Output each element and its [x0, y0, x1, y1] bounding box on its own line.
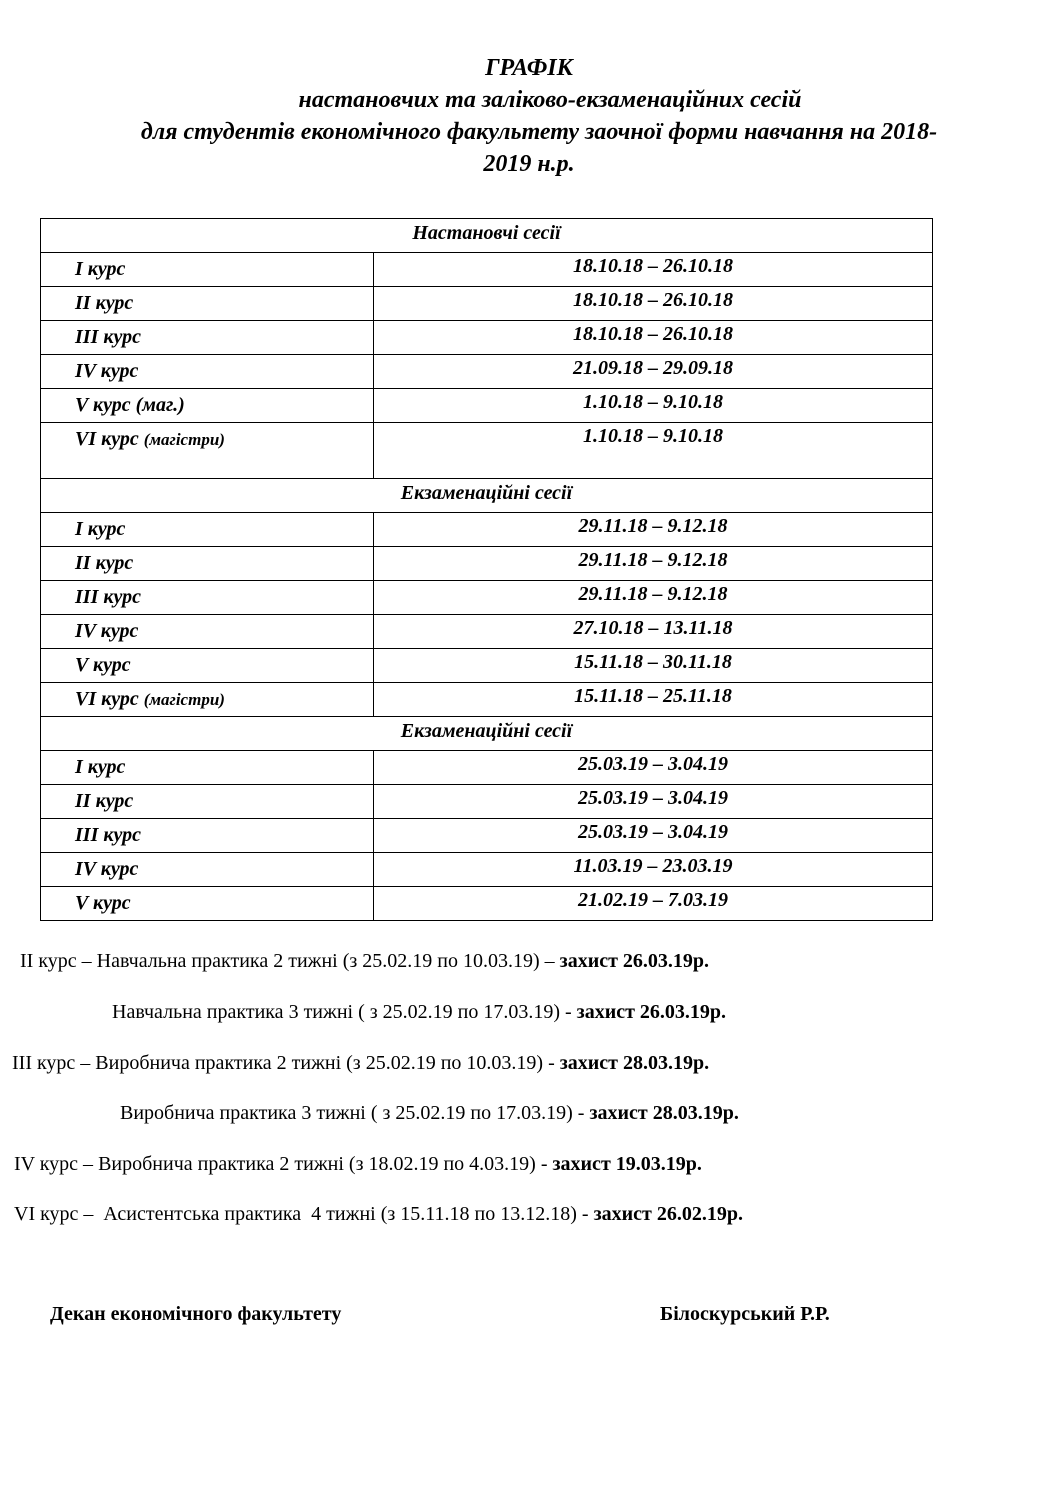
practice-defense: захист 19.03.19р. [552, 1153, 702, 1175]
practice-defense: захист 28.03.19р. [559, 1052, 710, 1074]
dates-cell: 11.03.19 – 23.03.19 [374, 853, 933, 887]
session-schedule-table [40, 218, 933, 921]
section-heading-row [41, 219, 933, 253]
dates-cell: 27.10.18 – 13.11.18 [374, 615, 933, 649]
dates-cell: 25.03.19 – 3.04.19 [374, 785, 933, 819]
practice-line [14, 1153, 702, 1176]
dates-cell: 18.10.18 – 26.10.18 [374, 287, 933, 321]
title-line-3: 2019 н.р. [483, 151, 575, 177]
practice-text: Навчальна практика 2 тижні (з 25.02.19 по 10.03.19) – [96, 950, 560, 972]
practice-text: Навчальна практика 3 тижні ( з 25.02.19 по 17.03.19) - [112, 1001, 577, 1023]
section-heading-row [41, 479, 933, 513]
dates-cell: 15.11.18 – 25.11.18 [374, 683, 933, 717]
table-row [41, 853, 933, 887]
practice-text: Виробнича практика 2 тижні (з 25.02.19 по 10.03.19) - [95, 1052, 560, 1074]
table-row [41, 321, 933, 355]
dates-cell: 25.03.19 – 3.04.19 [374, 819, 933, 853]
course-cell: ІV курс [41, 853, 374, 887]
dates-cell: 1.10.18 – 9.10.18 [374, 423, 933, 479]
table-row [41, 253, 933, 287]
practice-text: Виробнича практика 3 тижні ( з 25.02.19 по 17.03.19) - [120, 1102, 590, 1124]
table-row [41, 423, 933, 479]
course-note: (магістри) [143, 690, 225, 709]
title-main: ГРАФІК [485, 55, 573, 81]
signature-position: Декан економічного факультету [50, 1303, 342, 1325]
dates-cell: 25.03.19 – 3.04.19 [374, 751, 933, 785]
practice-defense: захист 26.03.19р. [576, 1001, 727, 1023]
course-cell: ІІ курс [41, 785, 374, 819]
section-heading-row [41, 717, 933, 751]
practice-line [14, 1203, 743, 1226]
practice-defense: захист 26.03.19р. [559, 950, 710, 972]
table-row [41, 649, 933, 683]
table-row [41, 513, 933, 547]
dates-cell: 29.11.18 – 9.12.18 [374, 547, 933, 581]
course-cell: І курс [41, 751, 374, 785]
dates-cell: 29.11.18 – 9.12.18 [374, 513, 933, 547]
table-row [41, 547, 933, 581]
practice-text: Виробнича практика 2 тижні (з 18.02.19 по 4.03.19) - [98, 1153, 553, 1175]
table-row [41, 287, 933, 321]
course-cell: V курс [41, 887, 374, 921]
title-line-2: для студентів економічного факультету заочної форми навчання на 2018- [140, 119, 938, 145]
course-cell [41, 423, 374, 479]
table-row [41, 615, 933, 649]
table-row [41, 355, 933, 389]
course-cell: ІІ курс [41, 547, 374, 581]
course-label: VІ курс [75, 428, 139, 450]
practice-line [20, 950, 709, 973]
course-cell: ІV курс [41, 615, 374, 649]
dates-cell: 21.02.19 – 7.03.19 [374, 887, 933, 921]
practice-defense: захист 28.03.19р. [589, 1102, 739, 1124]
table-row [41, 819, 933, 853]
table-row [41, 785, 933, 819]
dates-cell: 21.09.18 – 29.09.18 [374, 355, 933, 389]
section-heading: Екзаменаційні сесії [41, 479, 933, 513]
practice-prefix: ІV курс – [14, 1153, 99, 1175]
table-row [41, 887, 933, 921]
dates-cell: 18.10.18 – 26.10.18 [374, 321, 933, 355]
section-heading: Настановчі сесії [41, 219, 933, 253]
practice-line [112, 1001, 726, 1024]
practice-defense: захист 26.02.19р. [593, 1203, 743, 1225]
practice-text: Асистентська практика 4 тижні (з 15.11.18 по 13.12.18) - [103, 1203, 594, 1225]
practice-prefix: ІІІ курс – [12, 1052, 96, 1074]
course-label: VІ курс [75, 688, 139, 710]
practice-prefix: VІ курс – [14, 1203, 104, 1225]
dates-cell: 29.11.18 – 9.12.18 [374, 581, 933, 615]
course-cell: І курс [41, 513, 374, 547]
practice-prefix: ІІ курс – [20, 950, 97, 972]
table-row [41, 751, 933, 785]
table-row [41, 581, 933, 615]
dates-cell: 1.10.18 – 9.10.18 [374, 389, 933, 423]
dates-cell: 18.10.18 – 26.10.18 [374, 253, 933, 287]
table-row [41, 683, 933, 717]
course-cell: V курс (маг.) [41, 389, 374, 423]
practice-line [12, 1052, 709, 1075]
course-note: (магістри) [143, 430, 225, 449]
document-title [0, 52, 1058, 180]
course-cell: ІІІ курс [41, 819, 374, 853]
course-cell: ІV курс [41, 355, 374, 389]
table-row [41, 389, 933, 423]
course-cell: І курс [41, 253, 374, 287]
dates-cell: 15.11.18 – 30.11.18 [374, 649, 933, 683]
course-cell: ІІІ курс [41, 321, 374, 355]
course-cell: ІІІ курс [41, 581, 374, 615]
signature-name: Білоскурський Р.Р. [660, 1303, 830, 1325]
practice-line [120, 1102, 739, 1125]
course-cell [41, 683, 374, 717]
section-heading: Екзаменаційні сесії [41, 717, 933, 751]
course-cell: V курс [41, 649, 374, 683]
title-line-1: настановчих та заліково-екзаменаційних сесій [298, 87, 802, 113]
course-cell: ІІ курс [41, 287, 374, 321]
